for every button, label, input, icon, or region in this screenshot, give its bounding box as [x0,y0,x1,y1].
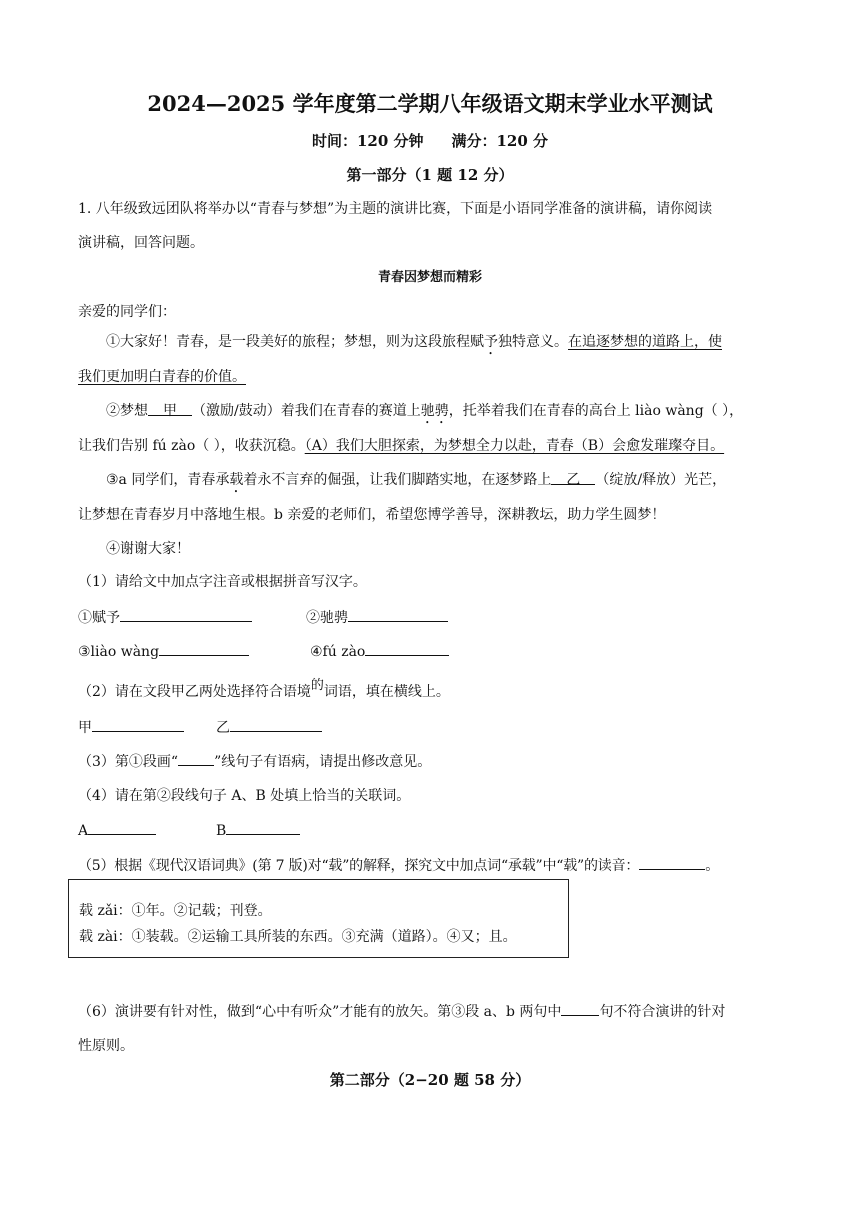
q4-item-b [216,820,300,841]
answer-blank[interactable] [348,607,448,622]
q2-text: （2）请在文段甲乙两处选择符合语境 [78,684,311,700]
part1-heading: 第一部分（1 题 12 分） [346,166,514,184]
question-4: （4）请在第②段线句子 A、B 处填上恰当的关联词。 [78,788,411,804]
answer-blank[interactable] [120,607,252,622]
item-label: A [78,823,89,839]
dictionary-entry-zai3: 载 zǎi：①年。②记载；刊登。 [79,903,272,919]
essay-p2-text: ②梦想 [106,403,148,419]
q1-item-1 [78,607,252,628]
essay-p3-line2: 让梦想在青春岁月中落地生根。b 亲爱的老师们，希望您博学善导，深耕教坛，助力学生圆梦！ [78,507,666,523]
q1-item-4 [310,641,449,662]
dotted-word: 驰骋 [420,403,449,419]
q5-text: 。 [705,858,719,874]
q1-intro-line2: 演讲稿，回答问题。 [78,235,204,251]
q1-item-3 [78,641,249,662]
essay-greeting: 亲爱的同学们： [78,304,176,320]
essay-p3-text: ③a 同学们，青春承 [106,472,230,488]
dictionary-box [68,879,569,958]
blank-jia: 甲 [148,401,192,416]
essay-p1-text: 独特意义。 [498,334,568,350]
answer-blank[interactable] [92,717,184,732]
essay-p3-text: （绽放/释放）光芒， [595,472,727,488]
answer-blank[interactable] [159,641,249,656]
underlined-sentence: 我们更加明白青春的价值。 [78,369,246,385]
item-label: ④fú zào [310,644,366,660]
underlined-sentence: （A）我们大胆探索，为梦想全力以赴，青春（B）会愈发璀璨夺目。 [304,438,725,454]
essay-p3-text: 着永不言弃的倔强，让我们脚踏实地，在逐梦路上 [243,472,552,488]
answer-blank[interactable] [639,855,705,870]
essay-p2-line2 [78,436,724,456]
blank-yi: 乙 [551,470,595,485]
part2-heading: 第二部分（2−20 题 58 分） [329,1071,531,1089]
exam-meta [0,131,860,151]
line-marker [178,751,214,766]
essay-p1-line1 [106,332,722,358]
dotted-char: 予 [484,334,498,350]
q4-item-a [78,820,156,841]
question-3 [78,751,431,772]
essay-title: 青春因梦想而精彩 [377,270,482,285]
q2-text: 词语，填在横线上。 [323,684,450,700]
dictionary-entry-zai4: 载 zài：①装载。②运输工具所装的东西。③充满（道路）。④又；且。 [79,929,517,945]
essay-p2-line1 [106,401,743,427]
answer-blank[interactable] [230,717,322,732]
question-1: （1）请给文中加点字注音或根据拼音写汉字。 [78,574,367,590]
exam-score: 满分：120 分 [451,132,549,150]
exam-time: 时间：120 分钟 [311,132,424,150]
q3-text: （3）第①段画“ [78,754,179,770]
question-6-line2: 性原则。 [78,1038,134,1054]
item-label: ②驰骋 [306,610,348,626]
item-label: 甲 [78,720,92,736]
answer-blank[interactable] [561,1001,599,1016]
q2-item-yi [216,717,322,738]
essay-p1-text: ①大家好！青春，是一段美好的旅程；梦想，则为这段旅程赋 [106,334,484,350]
essay-p3-line1 [106,470,726,496]
q1-intro-line1: 1. 八年级致远团队将举办以“青春与梦想”为主题的演讲比赛，下面是小语同学准备的演讲稿，请你阅读 [78,201,713,217]
q1-item-2 [306,607,448,628]
answer-blank[interactable] [88,820,156,835]
q3-text: ”线句子有语病，请提出修改意见。 [214,754,432,770]
q2-raised-char: 的 [310,678,324,693]
underlined-sentence: 在追逐梦想的道路上，使 [568,334,722,350]
item-label: 乙 [216,720,230,736]
question-5 [78,855,719,876]
q6-text: 句不符合演讲的针对 [599,1004,726,1020]
dotted-char: 载 [229,472,244,488]
essay-p2-text: （激励/鼓动）着我们在青春的赛道上 [192,403,421,419]
essay-p1-line2 [78,367,246,387]
essay-p2-text: 让我们告别 fú zào（ ），收获沉稳。 [78,438,305,454]
question-2 [78,678,450,703]
item-label: ③liào wàng [78,644,160,660]
q6-text: （6）演讲要有针对性，做到“心中有听众”才能有的放矢。第③段 a、b 两句中 [78,1004,562,1020]
essay-p2-text: ，托举着我们在青春的高台上 liào wàng（ ）， [448,403,744,419]
item-label: B [216,823,227,839]
item-label: ①赋予 [78,610,120,626]
answer-blank[interactable] [365,641,449,656]
q5-text: （5）根据《现代汉语词典》(第 7 版)对“载”的解释，探究文中加点词“承载”中“载”的读音： [78,858,640,874]
exam-title: 2024—2025 学年度第二学期八年级语文期末学业水平测试 [147,91,713,116]
question-6-line1 [78,1001,725,1022]
essay-p4: ④谢谢大家！ [106,541,190,557]
q2-item-jia [78,717,184,738]
answer-blank[interactable] [226,820,300,835]
